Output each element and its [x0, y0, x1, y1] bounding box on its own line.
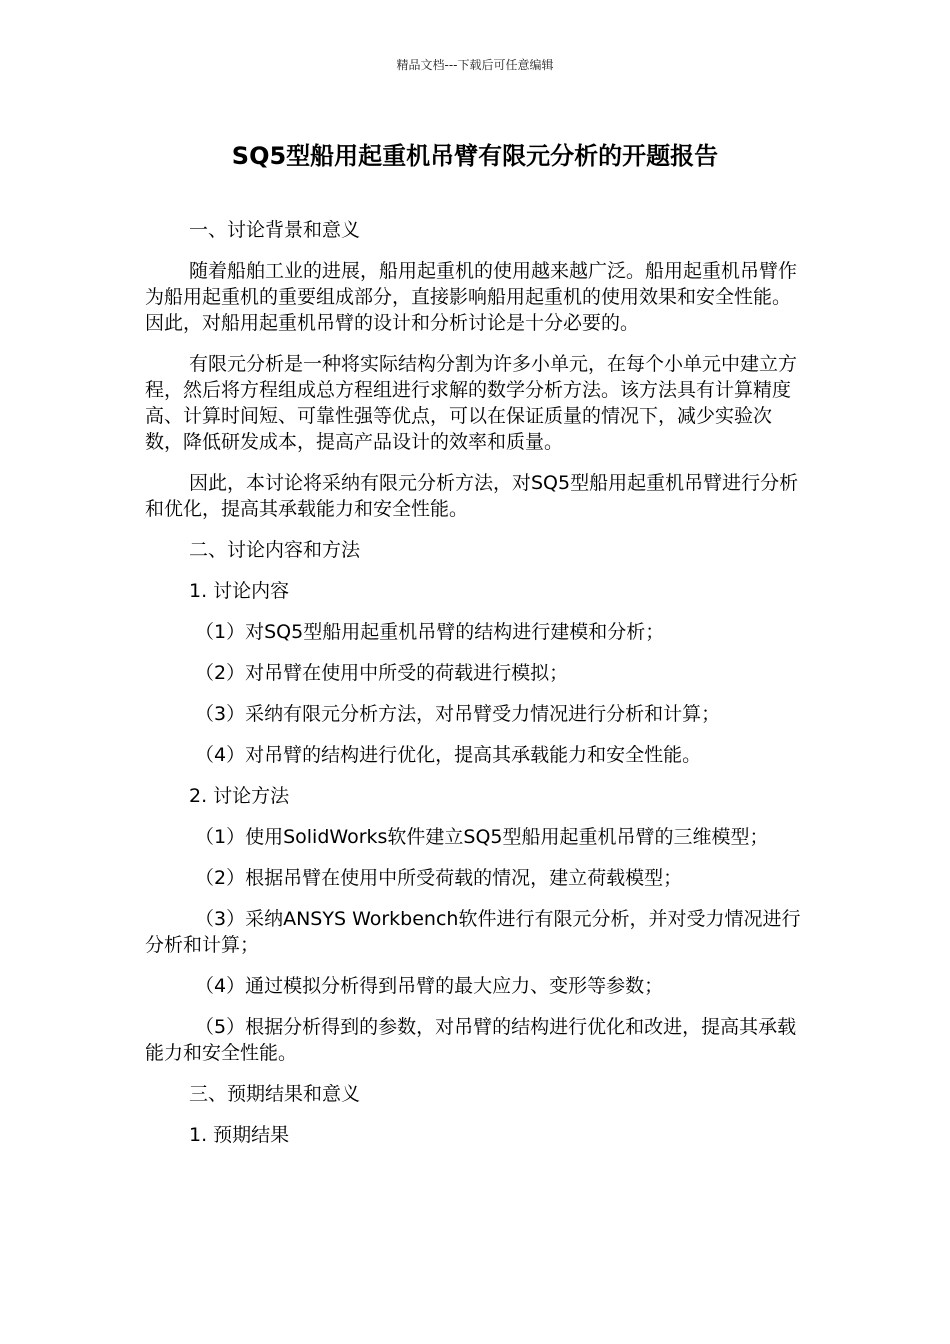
document-title: SQ5型船用起重机吊臂有限元分析的开题报告: [231, 142, 719, 170]
method-item-2: （2）根据吊臂在使用中所受荷载的情况，建立荷载模型；: [195, 867, 683, 889]
header-note: 精品文档---下载后可任意编辑: [396, 58, 554, 72]
method-item-4: （4）通过模拟分析得到吊臂的最大应力、变形等参数；: [195, 975, 664, 997]
method-item-3: （3）采纳ANSYS Workbench软件进行有限元分析，并对受力情况进行分析和计算；: [145, 908, 801, 956]
subheading-expected-results: 1. 预期结果: [189, 1124, 290, 1146]
paragraph-background-1: 随着船舶工业的进展，船用起重机的使用越来越广泛。船用起重机吊臂作为船用起重机的重要组成部分，直接影响船用起重机的使用效果和安全性能。因此，对船用起重机吊臂的设计和分析讨论是十分必要的。: [145, 260, 798, 334]
subheading-research-content: 1. 讨论内容: [189, 580, 290, 602]
content-item-2: （2）对吊臂在使用中所受的荷载进行模拟；: [195, 662, 569, 684]
paragraph-background-3: 因此，本讨论将采纳有限元分析方法，对SQ5型船用起重机吊臂进行分析和优化，提高其承载能力和安全性能。: [145, 472, 799, 520]
method-item-5: （5）根据分析得到的参数，对吊臂的结构进行优化和改进，提高其承载能力和安全性能。: [145, 1016, 797, 1064]
section-heading-expected-results: 三、预期结果和意义: [189, 1083, 361, 1105]
paragraph-background-2: 有限元分析是一种将实际结构分割为许多小单元，在每个小单元中建立方程，然后将方程组成总方程组进行求解的数学分析方法。该方法具有计算精度高、计算时间短、可靠性强等优点，可以在保证质量的情况下，减少实验次数，降低研发成本，提高产品设计的效率和质量。: [145, 353, 798, 453]
content-item-3: （3）采纳有限元分析方法，对吊臂受力情况进行分析和计算；: [195, 703, 721, 725]
section-heading-background: 一、讨论背景和意义: [189, 219, 361, 241]
subheading-research-methods: 2. 讨论方法: [189, 785, 290, 807]
section-heading-content-methods: 二、讨论内容和方法: [189, 539, 361, 561]
document-body: [145, 217, 809, 1148]
content-item-4: （4）对吊臂的结构进行优化，提高其承载能力和安全性能。: [195, 744, 702, 766]
content-item-1: （1）对SQ5型船用起重机吊臂的结构进行建模和分析；: [195, 621, 665, 643]
method-item-1: （1）使用SolidWorks软件建立SQ5型船用起重机吊臂的三维模型；: [195, 826, 769, 848]
